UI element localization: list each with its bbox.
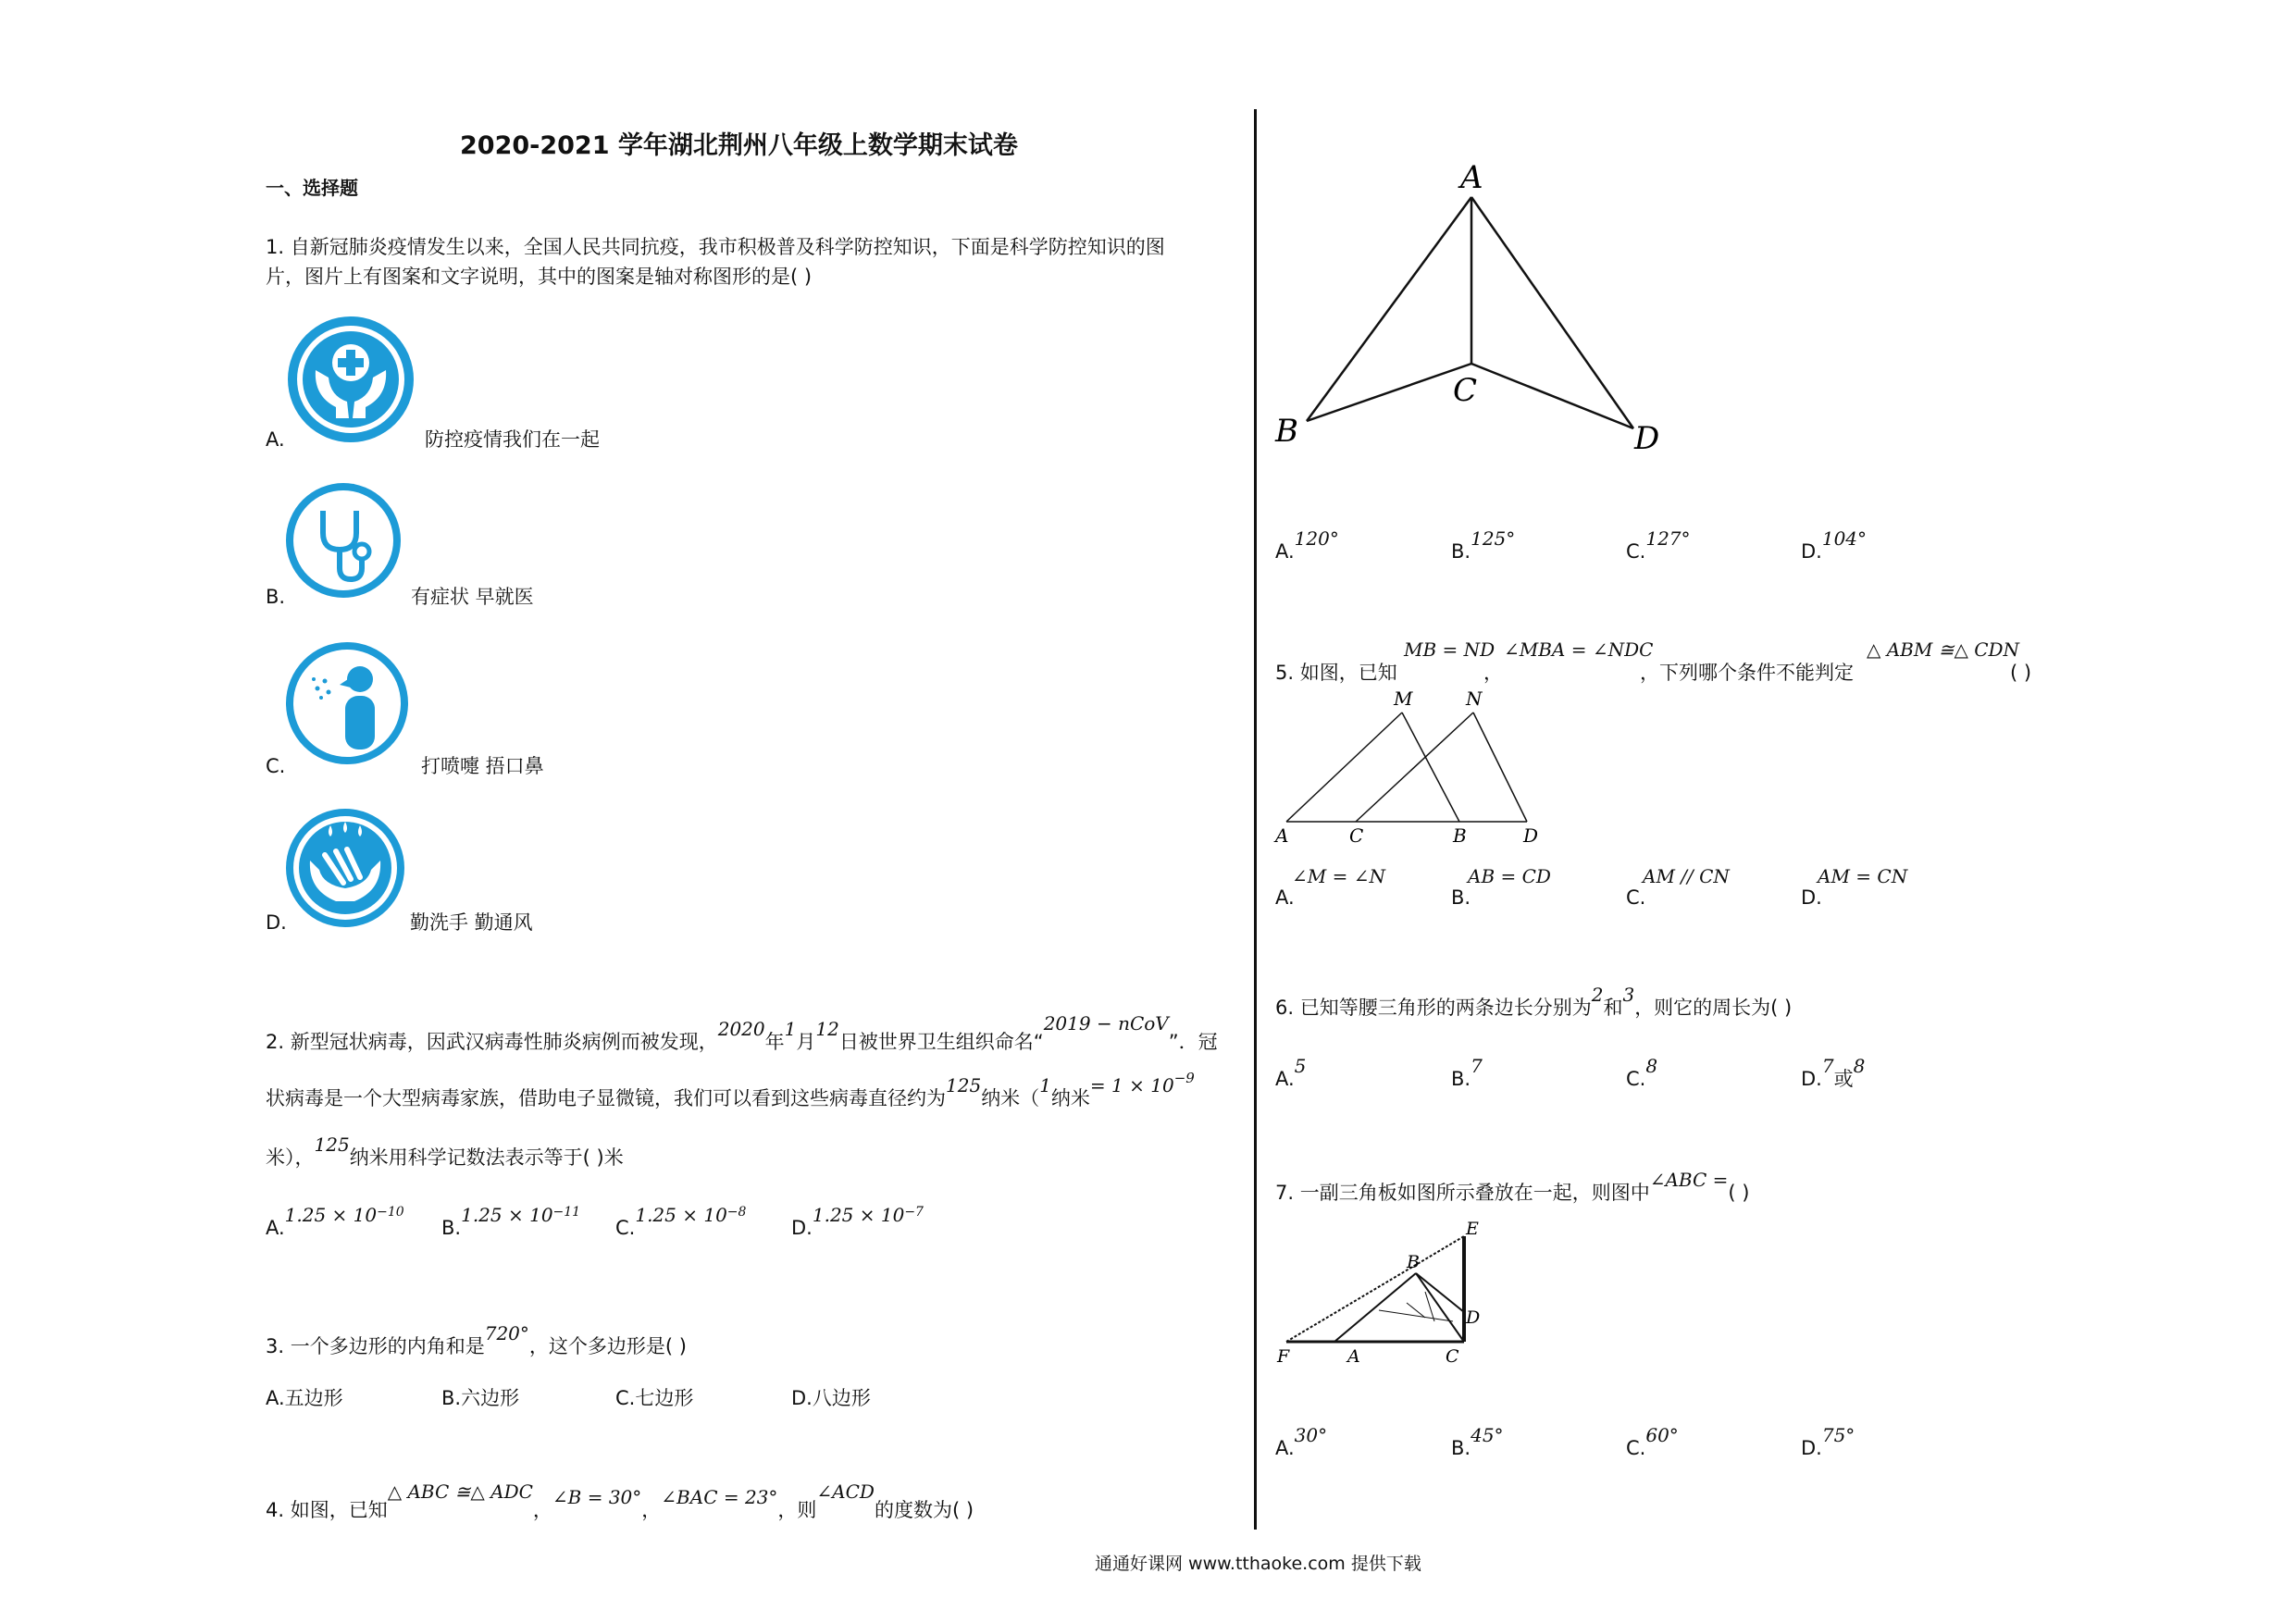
q5-option-d-value: AM = CN (1818, 865, 1908, 887)
q6-text: 6. 已知等腰三角形的两条边长分别为 (1275, 997, 1592, 1019)
hands-medical-cross-icon (282, 311, 419, 448)
q4-option-a (1275, 527, 1339, 565)
label-d: D (1634, 420, 1660, 457)
column-divider (1254, 109, 1257, 1530)
option-label: B. (1451, 540, 1471, 563)
q2-option-b (441, 1204, 581, 1245)
q5-option-b-value: AB = CD (1468, 865, 1551, 887)
option-label: C. (1626, 540, 1646, 563)
q3-option-c: C.七边形 (615, 1387, 694, 1409)
option-label: C. (1626, 1068, 1646, 1090)
q7-stem (1275, 1169, 1750, 1207)
option-value: 8 (1645, 1055, 1658, 1077)
q6-text: 和 (1603, 997, 1623, 1019)
q2-text: 状病毒是一个大型病毒家族，借助电子显微镜，我们可以看到这些病毒直径约为 (266, 1087, 946, 1109)
q6-option-b (1451, 1055, 1483, 1093)
option-value: 7 (1821, 1055, 1834, 1077)
option-exponent: −7 (904, 1205, 924, 1220)
q2-text: 米）， (266, 1146, 315, 1169)
option-value: 7 (1471, 1055, 1483, 1077)
q3-text: 3. 一个多边形的内角和是 (266, 1335, 485, 1357)
q7-angle: ∠ABC = (1649, 1169, 1729, 1191)
q2-virus-name: 2019 − nCoV (1043, 1012, 1169, 1035)
q7-option-c (1626, 1424, 1679, 1462)
label-c: C (1446, 1346, 1459, 1367)
option-label: B. (441, 1217, 462, 1239)
label-e: E (1466, 1220, 1479, 1239)
label-d: D (1523, 824, 1539, 847)
option-exponent: −8 (726, 1205, 747, 1220)
q7-text: ( ) (1728, 1182, 1750, 1204)
q2-text: 月 (796, 1031, 816, 1053)
label-n: N (1466, 688, 1483, 710)
q5-paren: ( ) (2010, 662, 2032, 684)
option-value: 104° (1821, 527, 1868, 550)
label-b: B (1275, 413, 1298, 450)
q2-text: 年 (764, 1031, 785, 1053)
q4-angle-acd: ∠ACD (816, 1481, 875, 1503)
q6-side: 3 (1622, 984, 1635, 1006)
q2-text: 2. 新型冠状病毒，因武汉病毒性肺炎病例而被发现， (266, 1031, 718, 1053)
hand-washing-icon (282, 805, 408, 931)
q1-option-b-label: B. (266, 586, 286, 608)
q1-stem-line2: 片，图片上有图案和文字说明，其中的图案是轴对称图形的是( ) (266, 266, 813, 288)
q4-angle-b: ∠B = 30° (552, 1486, 642, 1508)
q2-stem-line2 (266, 1070, 1195, 1114)
q4-angle-bac: ∠BAC = 23° (661, 1486, 778, 1508)
label-a: A (1460, 159, 1483, 196)
option-label: A. (266, 1217, 285, 1239)
q3-angle: 720° (484, 1322, 529, 1344)
q5-option-d-label: D. (1801, 886, 1822, 909)
label-c: C (1453, 372, 1478, 409)
option-label: A. (1275, 1068, 1295, 1090)
label-c: C (1349, 824, 1364, 847)
option-value: 127° (1645, 527, 1691, 550)
q2-text: 纳米（ (981, 1087, 1040, 1109)
q2-text: 纳米 (1050, 1087, 1090, 1109)
q4-text: 4. 如图，已知 (266, 1499, 388, 1521)
option-label: A. (1275, 1437, 1295, 1459)
q7-option-b (1451, 1424, 1504, 1462)
q3-stem (266, 1322, 687, 1360)
option-label: D. (791, 1217, 813, 1239)
q2-one: 1 (1039, 1074, 1051, 1096)
q2-text: 日被世界卫生组织命名“ (838, 1031, 1044, 1053)
option-exponent: −10 (377, 1205, 404, 1220)
option-value: 30° (1294, 1424, 1328, 1446)
label-a: A (1275, 824, 1289, 847)
option-value: 1.25 × 10 (284, 1204, 378, 1226)
sneeze-person-icon (282, 638, 412, 768)
q4-option-d (1801, 527, 1868, 565)
q3-option-d: D.八边形 (791, 1387, 871, 1409)
q5-option-b-label: B. (1451, 886, 1471, 909)
label-f: F (1277, 1346, 1290, 1367)
q2-option-d (791, 1204, 924, 1245)
q2-diameter: 125 (946, 1074, 982, 1096)
q7-text: 7. 一副三角板如图所示叠放在一起，则图中 (1275, 1182, 1650, 1204)
label-b: B (1407, 1252, 1420, 1272)
q6-option-a (1275, 1055, 1307, 1093)
q2-day: 12 (815, 1018, 839, 1040)
q1-option-c-caption: 打喷嚏 捂口鼻 (421, 755, 544, 777)
q5-option-c-value: AM // CN (1643, 865, 1730, 887)
q5-option-a-label: A. (1275, 886, 1295, 909)
q4-text: 的度数为( ) (874, 1499, 974, 1521)
q1-option-d-caption: 勤洗手 勤通风 (410, 911, 533, 934)
q2-text: ”．冠 (1168, 1031, 1218, 1053)
label-d: D (1466, 1307, 1481, 1328)
q4-stem (266, 1481, 974, 1524)
q2-stem-line1 (266, 1012, 1218, 1056)
q4-option-b (1451, 527, 1516, 565)
q6-stem (1275, 984, 1793, 1022)
q1-option-c-label: C. (266, 755, 286, 777)
q6-option-d (1801, 1055, 1866, 1093)
q6-side: 2 (1591, 984, 1604, 1006)
q1-option-b-caption: 有症状 早就医 (411, 586, 534, 608)
q5-stem-a: 5. 如图，已知 (1275, 662, 1397, 684)
option-value: 125° (1471, 527, 1516, 550)
q7-set-square-figure (1268, 1220, 1508, 1368)
q7-option-a (1275, 1424, 1328, 1462)
q7-option-d (1801, 1424, 1855, 1462)
q5-stem-b: ，下列哪个条件不能判定 (1640, 662, 1854, 684)
q2-year: 2020 (717, 1018, 765, 1040)
option-exponent: −11 (552, 1205, 581, 1220)
page-title: 2020-2021 学年湖北荆州八年级上数学期末试卷 (460, 131, 1018, 160)
q5-angles: ∠MBA = ∠NDC (1504, 638, 1654, 661)
option-label: C. (1626, 1437, 1646, 1459)
q5-mb-nd: MB = ND (1404, 638, 1496, 661)
option-label: B. (1451, 1437, 1471, 1459)
q3-option-b: B.六边形 (441, 1387, 520, 1409)
option-value: 8 (1853, 1055, 1866, 1077)
q2-exponent: −9 (1173, 1070, 1195, 1086)
q2-stem-line3 (266, 1134, 624, 1171)
option-value: 1.25 × 10 (461, 1204, 553, 1226)
option-label: B. (1451, 1068, 1471, 1090)
q2-equation: = 1 × 10 (1089, 1074, 1174, 1096)
q6-option-c (1626, 1055, 1658, 1093)
section-heading: 一、选择题 (266, 177, 358, 199)
q2-diameter: 125 (314, 1134, 350, 1156)
option-label: D. (1801, 1437, 1822, 1459)
q5-congruence: △ ABM ≅△ CDN (1867, 638, 2020, 661)
q2-option-a (266, 1204, 404, 1245)
q3-text: ，这个多边形是( ) (528, 1335, 687, 1357)
q4-text: ，则 (777, 1499, 817, 1521)
q1-option-a-caption: 防控疫情我们在一起 (425, 428, 600, 451)
label-a: A (1347, 1346, 1360, 1367)
option-value: 120° (1294, 527, 1339, 550)
q3-option-a: A.五边形 (266, 1387, 343, 1409)
footer-source: 通通好课网 www.tthaoke.com 提供下载 (1095, 1554, 1421, 1574)
stethoscope-icon (282, 479, 404, 601)
q4-option-c (1626, 527, 1691, 565)
option-value: 75° (1821, 1424, 1855, 1446)
q2-month: 1 (784, 1018, 797, 1040)
q5-triangle-figure (1268, 685, 1564, 847)
q1-option-d-label: D. (266, 911, 287, 934)
q5-comma: ， (1483, 662, 1503, 684)
option-label: D. (1801, 540, 1822, 563)
q2-text: 纳米用科学记数法表示等于( )米 (349, 1146, 624, 1169)
q5-option-c-label: C. (1626, 886, 1646, 909)
q5-option-a-value: ∠M = ∠N (1292, 865, 1385, 887)
option-value: 5 (1294, 1055, 1307, 1077)
q6-text: ，则它的周长为( ) (1634, 997, 1793, 1019)
q4-text: ， (641, 1499, 662, 1521)
option-value: 45° (1471, 1424, 1504, 1446)
label-m: M (1394, 688, 1413, 710)
option-text: 或 (1833, 1068, 1854, 1090)
option-value: 60° (1645, 1424, 1679, 1446)
q1-stem-line1: 1. 自新冠肺炎疫情发生以来，全国人民共同抗疫，我市积极普及科学防控知识，下面是科学防控知识的图 (266, 236, 1165, 258)
q1-option-a-label: A. (266, 428, 285, 451)
q4-triangle-figure (1268, 153, 1684, 467)
q4-text: ， (532, 1499, 552, 1521)
option-value: 1.25 × 10 (635, 1204, 727, 1226)
q2-option-c (615, 1204, 747, 1245)
option-label: D. (1801, 1068, 1822, 1090)
option-value: 1.25 × 10 (812, 1204, 905, 1226)
label-b: B (1453, 824, 1467, 847)
option-label: C. (615, 1217, 636, 1239)
option-label: A. (1275, 540, 1295, 563)
q4-congruence: △ ABC ≅△ ADC (387, 1481, 533, 1503)
